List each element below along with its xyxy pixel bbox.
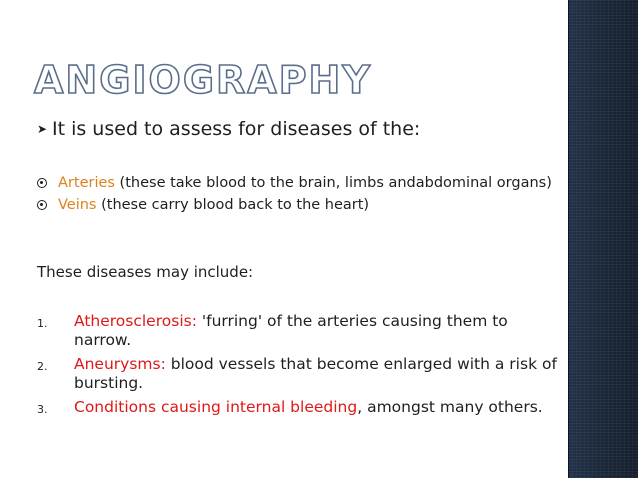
intro-text: It is used to assess for diseases of the: bbox=[52, 118, 421, 140]
target-icon bbox=[37, 200, 47, 210]
numbered-term: Atherosclerosis: bbox=[74, 312, 197, 330]
bullet-term: Veins bbox=[58, 197, 97, 213]
numbered-text: blood vessels that become enlarged with a risk of bursting. bbox=[74, 355, 557, 392]
intro-line bbox=[37, 116, 420, 142]
bullet-text: (these carry blood back to the heart) bbox=[96, 197, 370, 213]
bullet-text: (these take blood to the brain, limbs andabdominal organs) bbox=[114, 175, 552, 191]
bullet-list bbox=[37, 174, 557, 218]
numbered-term: Conditions causing internal bleeding bbox=[74, 398, 358, 416]
numbered-term: Aneurysms: bbox=[74, 355, 166, 373]
numbered-item-atherosclerosis bbox=[37, 312, 557, 350]
list-number: 1. bbox=[37, 317, 48, 330]
numbered-text: , amongst many others. bbox=[357, 398, 543, 416]
bullet-item-arteries bbox=[37, 174, 557, 192]
numbered-item-aneurysms bbox=[37, 355, 557, 393]
arrow-right-icon: ➤ bbox=[37, 122, 48, 136]
decorative-side-panel bbox=[568, 0, 638, 478]
list-number: 3. bbox=[37, 403, 48, 416]
list-number: 2. bbox=[37, 360, 48, 373]
numbered-list bbox=[37, 312, 557, 422]
numbered-text: 'furring' of the arteries causing them to narrow. bbox=[74, 312, 508, 349]
bullet-term: Arteries bbox=[58, 175, 115, 191]
numbered-item-internal-bleeding bbox=[37, 398, 557, 417]
target-icon bbox=[37, 178, 47, 188]
side-panel-edge bbox=[568, 0, 569, 478]
include-heading: These diseases may include: bbox=[37, 263, 254, 281]
slide-title: ANGIOGRAPHY bbox=[34, 58, 372, 102]
bullet-item-veins bbox=[37, 196, 557, 214]
